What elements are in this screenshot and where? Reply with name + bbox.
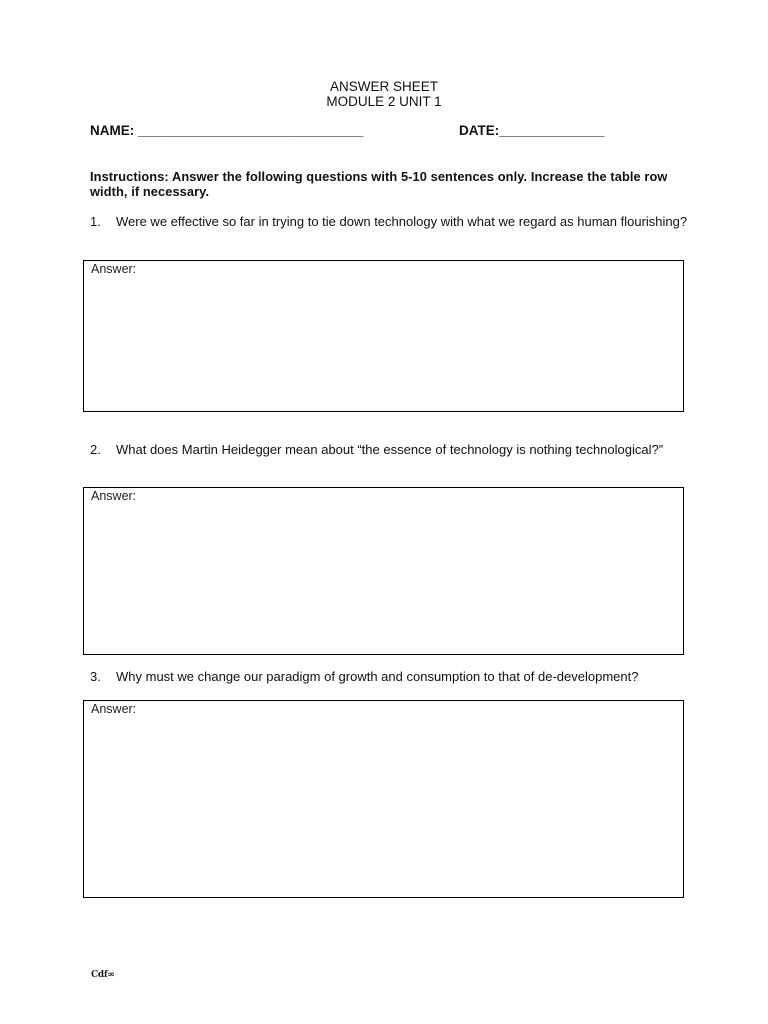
answer-box-1[interactable] (83, 260, 684, 412)
sheet-title: ANSWER SHEET (329, 79, 438, 94)
question-number: 3. (90, 669, 101, 684)
question-2 (90, 442, 690, 457)
question-text: What does Martin Heidegger mean about “the essence of technology is nothing technological?” (116, 442, 664, 457)
date-field[interactable]: DATE:______________ (459, 123, 605, 138)
question-number: 1. (90, 214, 101, 229)
answer-label: Answer: (91, 489, 137, 503)
answer-label: Answer: (91, 262, 137, 276)
question-number: 2. (90, 442, 101, 457)
answer-box-3[interactable] (83, 700, 684, 898)
footer-mark: Cdf∞ (91, 970, 115, 980)
answer-box-2[interactable] (83, 487, 684, 655)
name-field[interactable]: NAME: ______________________________ (90, 123, 364, 138)
question-1 (90, 214, 690, 229)
question-text: Were we effective so far in trying to tie down technology with what we regard as human flourishing? (116, 214, 688, 229)
answer-label: Answer: (91, 702, 137, 716)
question-text: Why must we change our paradigm of growth and consumption to that of de-development? (116, 669, 639, 684)
module-subtitle: MODULE 2 UNIT 1 (326, 94, 442, 109)
question-3 (90, 669, 690, 684)
instructions-text: Instructions: Answer the following questions with 5-10 sentences only. Increase the table row width, if necessary. (90, 169, 668, 199)
